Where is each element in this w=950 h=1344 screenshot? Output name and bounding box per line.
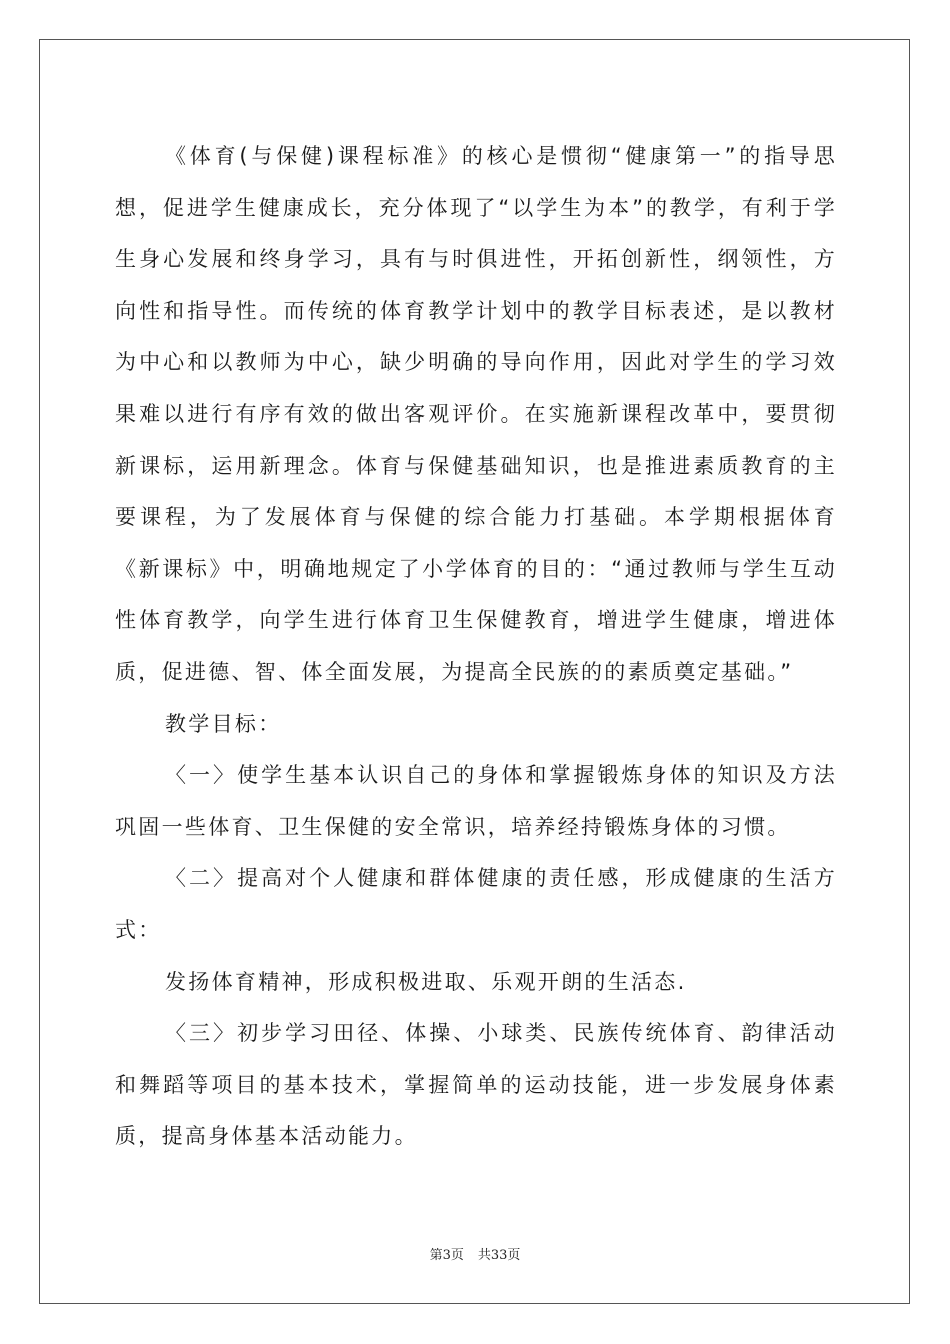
paragraph-goal-one: 〈一〉使学生基本认识自己的身体和掌握锻炼身体的知识及方法巩固一些体育、卫生保健的安全常识，培养经持锻炼身体的习惯。 bbox=[115, 763, 837, 839]
paragraph-goal-two: 〈二〉提高对个人健康和群体健康的责任感，形成健康的生活方式： bbox=[115, 866, 837, 942]
page-total: 共33页 bbox=[477, 1248, 521, 1263]
page-footer bbox=[0, 1244, 950, 1263]
document-body bbox=[115, 131, 837, 1163]
paragraph-teaching-goals-heading: 教学目标： bbox=[165, 711, 282, 736]
paragraph-intro: 《体育(与保健)课程标准》的核心是惯彻“健康第一”的指导思想，促进学生健康成长，充分体现了“以学生为本”的教学，有利于学生身心发展和终身学习，具有与时俱进性，开拓创新性，纲领性，方向性和指导性。而传统的体育教学计划中的教学目标表述，是以教材为中心和以教师为中心，缺少明确的导向作用，因此对学生的学习效果难以进行有序有效的做出客观评价。在实施新课程改革中，要贯彻新课标，运用新理念。体育与保健基础知识，也是推进素质教育的主要课程，为了发展体育与保健的综合能力打基础。本学期根据体育《新课标》中，明确地规定了小学体育的目的：“通过教师与学生互动性体育教学，向学生进行体育卫生保健教育，增进学生健康，增进体质，促进德、智、体全面发展，为提高全民族的的素质奠定基础。” bbox=[115, 144, 837, 684]
page-number: 第3页 bbox=[429, 1248, 464, 1263]
paragraph-goal-three: 〈三〉初步学习田径、体操、小球类、民族传统体育、韵律活动和舞蹈等项目的基本技术，掌握简单的运动技能，进一步发展身体素质，提高身体基本活动能力。 bbox=[115, 1021, 837, 1149]
paragraph-sports-spirit: 发扬体育精神，形成积极进取、乐观开朗的生活态. bbox=[165, 969, 687, 994]
